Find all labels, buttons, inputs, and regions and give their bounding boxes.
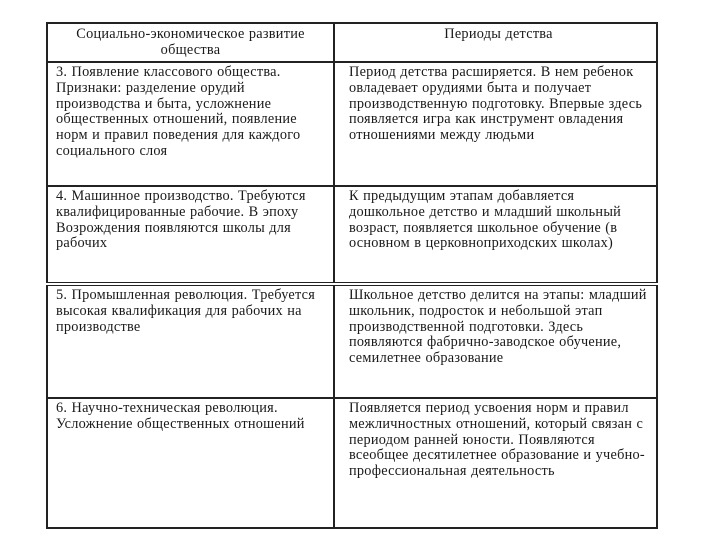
table-header-row bbox=[47, 23, 657, 62]
society-text: 3. Появление классового общества. Признаки: разделение орудий производства и быта, усложнение общественных отношений, появление норм и правил поведения для каждого социального слоя bbox=[56, 64, 301, 159]
childhood-text: Школьное детство делится на этапы: младший школьник, подросток и небольшой этап производственной подготовки. Здесь появляются фабрично-заводское обучение, семилетнее образование bbox=[349, 287, 647, 367]
childhood-cell bbox=[334, 62, 657, 186]
society-cell bbox=[47, 398, 334, 528]
header-society-label: Социально-экономическое развитие общества bbox=[76, 26, 305, 58]
society-text: 4. Машинное производство. Требуются квалифицированные рабочие. В эпоху Возрождения появляются школы для рабочих bbox=[56, 188, 306, 252]
childhood-text: Период детства расширяется. В нем ребенок овладевает орудиями быта и получает производственную подготовку. Впервые здесь появляется игра как инструмент овладения отношениями между людьми bbox=[349, 64, 643, 144]
table-row bbox=[47, 62, 657, 186]
table-row bbox=[47, 284, 657, 398]
childhood-text: К предыдущим этапам добавляется дошкольное детство и младший школьный возраст, появляется школьное обучение (в основном в церковноприходских школах) bbox=[349, 188, 622, 252]
childhood-periods-table bbox=[46, 22, 658, 529]
table-row bbox=[47, 186, 657, 284]
childhood-cell bbox=[334, 398, 657, 528]
childhood-cell bbox=[334, 284, 657, 398]
society-cell bbox=[47, 186, 334, 284]
header-childhood-label: Периоды детства bbox=[444, 26, 553, 42]
header-society-development bbox=[47, 23, 334, 62]
society-text: 5. Промышленная революция. Требуется высокая квалификация для рабочих на производстве bbox=[56, 287, 316, 335]
header-childhood-periods bbox=[334, 23, 657, 62]
childhood-cell bbox=[334, 186, 657, 284]
society-text: 6. Научно-техническая революция. Усложнение общественных отношений bbox=[56, 400, 305, 432]
society-cell bbox=[47, 62, 334, 186]
table-row bbox=[47, 398, 657, 528]
society-cell bbox=[47, 284, 334, 398]
childhood-text: Появляется период усвоения норм и правил межличностных отношений, который связан с периодом ранней юности. Появляются всеобщее десятилетнее образование и учебно-профессиональная деятельность bbox=[349, 400, 645, 480]
